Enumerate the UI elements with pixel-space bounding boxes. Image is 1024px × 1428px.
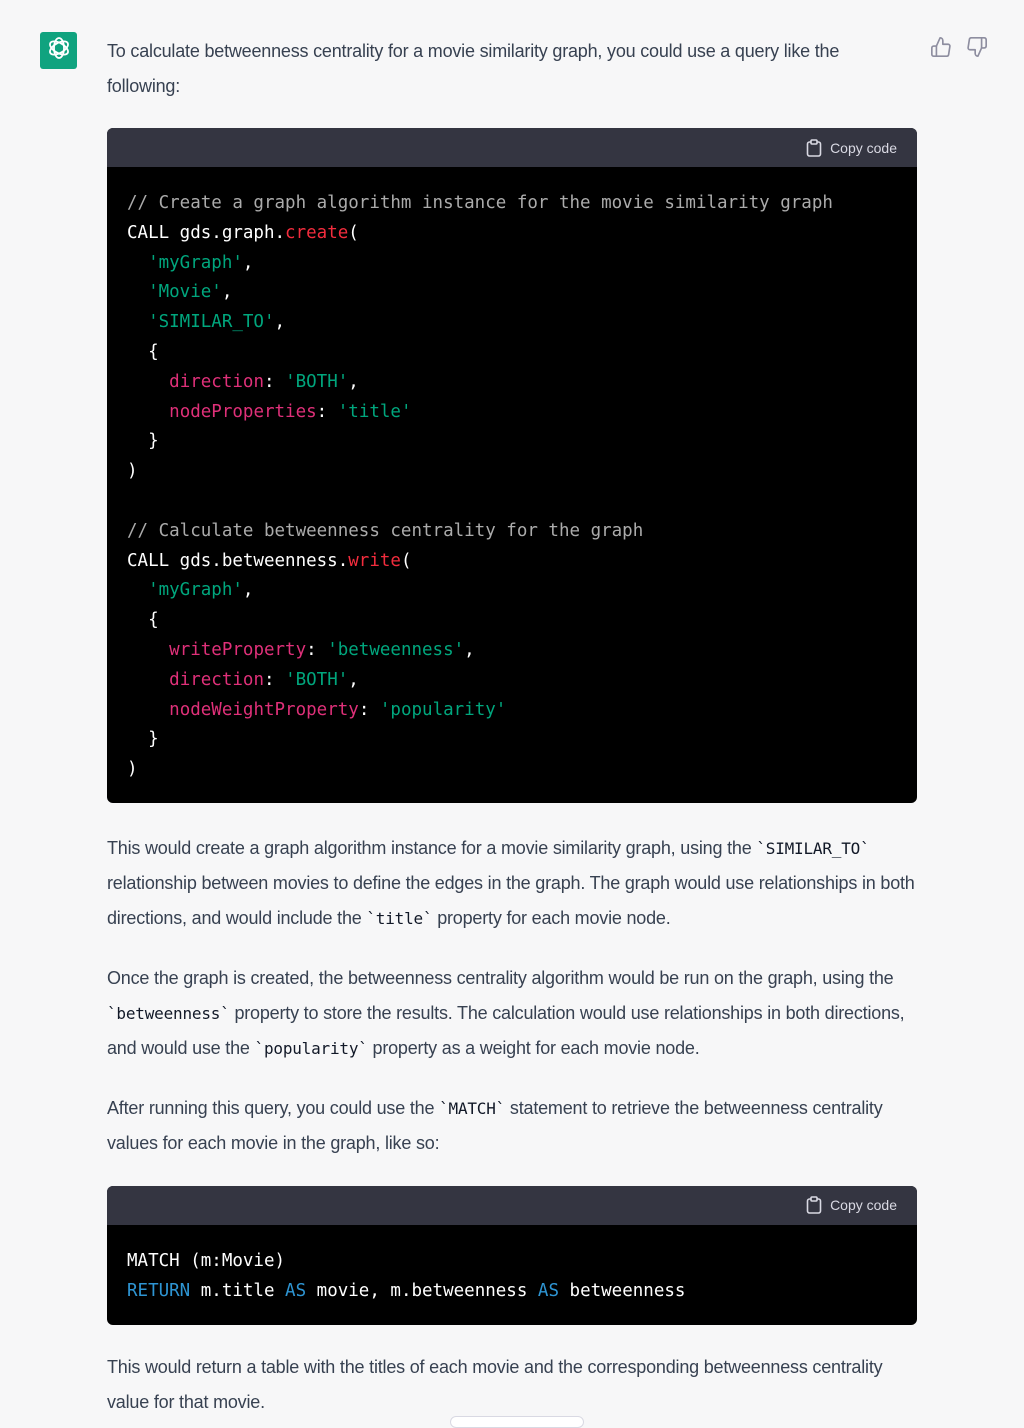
paragraph-algorithm bbox=[107, 961, 917, 1066]
copy-code-button[interactable] bbox=[806, 139, 897, 157]
code-string: 'betweenness' bbox=[327, 639, 465, 660]
code-block bbox=[107, 128, 917, 803]
clipboard-icon bbox=[806, 1196, 822, 1214]
code-string: 'BOTH' bbox=[285, 669, 349, 690]
code-block bbox=[107, 1186, 917, 1325]
code-token: movie, m.betweenness bbox=[306, 1280, 538, 1301]
code-property: nodeWeightProperty bbox=[169, 699, 359, 720]
code-property: direction bbox=[169, 371, 264, 392]
copy-code-button[interactable] bbox=[806, 1196, 897, 1214]
copy-code-label: Copy code bbox=[830, 139, 897, 156]
code-string: 'Movie' bbox=[148, 282, 222, 303]
code-string: 'popularity' bbox=[379, 699, 507, 720]
text-run: property for each movie node. bbox=[432, 907, 671, 928]
code-string: 'BOTH' bbox=[285, 371, 349, 392]
paragraph-result: This would return a table with the titles of each movie and the corresponding betweenness centrality value for that movie. bbox=[107, 1356, 883, 1412]
inline-code: `SIMILAR_TO` bbox=[756, 838, 870, 858]
code-token: betweenness bbox=[559, 1280, 686, 1301]
inline-code: `popularity` bbox=[254, 1038, 368, 1058]
thumbs-up-icon[interactable] bbox=[930, 36, 952, 58]
code-keyword: AS bbox=[537, 1280, 559, 1301]
code-string: 'title' bbox=[337, 401, 412, 422]
paragraph-match bbox=[107, 1091, 917, 1161]
code-comment: // Calculate betweenness centrality for the graph bbox=[127, 520, 644, 541]
inline-code: `title` bbox=[366, 908, 433, 928]
feedback-buttons bbox=[930, 36, 988, 58]
code-token: ( bbox=[348, 222, 359, 243]
code-string: 'SIMILAR_TO' bbox=[148, 312, 275, 333]
code-string: 'myGraph' bbox=[148, 580, 243, 601]
code-content: // Create a graph algorithm instance for the movie similarity graph CALL gds.graph.create( 'myGraph', 'Movie', 'SIMILAR_TO', { direction: 'BOTH', nodeProperties: 'title' } ) // Calculate betweenness centrality for the graph CALL gds.betweenness.write( 'myGraph', { writeProperty: 'betweenness', direction: 'BOTH', nodeWeightProperty: 'popularity' } ) bbox=[127, 193, 833, 780]
openai-logo-icon bbox=[46, 35, 72, 66]
code-function: write bbox=[348, 550, 401, 571]
code-comment: // Create a graph algorithm instance for the movie similarity graph bbox=[127, 193, 833, 213]
code-function: create bbox=[285, 222, 349, 243]
code-keyword: AS bbox=[285, 1280, 307, 1301]
code-token: MATCH (m:Movie) bbox=[127, 1250, 286, 1271]
code-property: nodeProperties bbox=[169, 401, 317, 422]
code-token: ( bbox=[400, 550, 412, 571]
assistant-message bbox=[107, 34, 917, 1420]
code-block-header bbox=[107, 128, 917, 167]
code-property: direction bbox=[169, 669, 264, 690]
text-run: This would create a graph algorithm instance for a movie similarity graph, using the bbox=[107, 837, 757, 858]
code-block-header bbox=[107, 1186, 917, 1225]
paragraph-relationships bbox=[107, 831, 917, 936]
text-run: property to store the results. The calculation would use relationships in both directions, and would use the bbox=[107, 1002, 905, 1058]
intro-text: To calculate betweenness centrality for a movie similarity graph, you could use a query like the following: bbox=[107, 41, 840, 96]
code-property: writeProperty bbox=[169, 639, 307, 660]
code-token: CALL gds.betweenness. bbox=[127, 550, 349, 571]
thumbs-down-icon[interactable] bbox=[966, 36, 988, 58]
code-keyword: RETURN bbox=[127, 1280, 191, 1301]
inline-code: `betweenness` bbox=[107, 1003, 230, 1023]
code-token: CALL gds.graph. bbox=[127, 222, 286, 243]
text-run: Once the graph is created, the betweenness centrality algorithm would be run on the graph, using the bbox=[107, 967, 894, 988]
text-run: After running this query, you could use the bbox=[107, 1097, 440, 1118]
inline-code: `MATCH` bbox=[439, 1098, 506, 1118]
clipboard-icon bbox=[806, 139, 822, 157]
copy-code-label: Copy code bbox=[830, 1197, 897, 1214]
text-run: relationship between movies to define the edges in the graph. The graph would use relationships in both directions, and would include the bbox=[107, 872, 915, 928]
code-content bbox=[107, 1225, 917, 1325]
scroll-hint bbox=[450, 1416, 584, 1428]
text-run: statement to retrieve the betweenness centrality values for each movie in the graph, like so: bbox=[107, 1097, 883, 1153]
code-string: 'myGraph' bbox=[148, 252, 243, 273]
assistant-avatar bbox=[40, 32, 77, 69]
code-token: m.title bbox=[190, 1280, 286, 1301]
text-run: property as a weight for each movie node. bbox=[367, 1037, 700, 1058]
